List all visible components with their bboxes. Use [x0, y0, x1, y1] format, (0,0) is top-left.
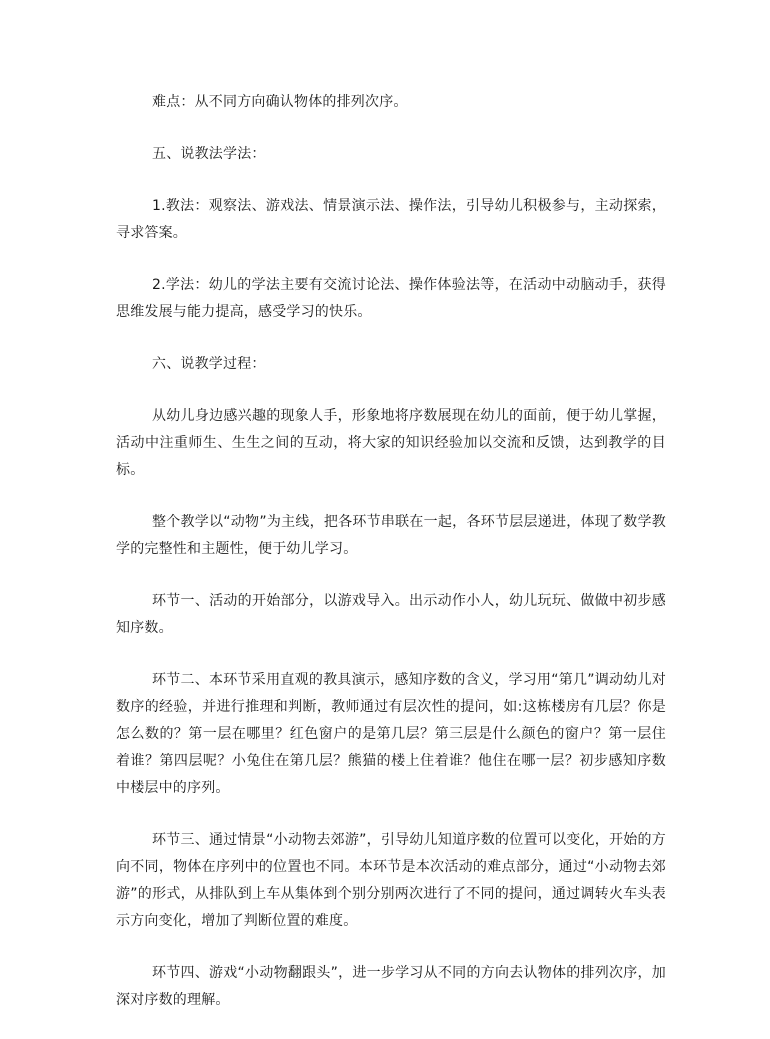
step-two-paragraph: 环节二、本环节采用直观的教具演示，感知序数的含义，学习用“第几”调动幼儿对数序的经验，并进行推理和判断，教师通过有层次性的提问，如:这栋楼房有几层？你是怎么数的？第一层在哪里？红色窗户的是第几层？第三层是什么颜色的窗户？第一层住着谁？第四层呢？小兔住在第几层？熊猫的楼上住着谁？他住在哪一层？初步感知序数中楼层中的序列。	[116, 672, 666, 796]
section-heading-teaching-methods: 五、说教法学法：	[152, 146, 266, 162]
step-three-paragraph: 环节三、通过情景“小动物去郊游”，引导幼儿知道序数的位置可以变化，开始的方向不同，物体在序列中的位置也不同。本环节是本次活动的难点部分，通过“小动物去郊游”的形式，从排队到上车从集体到个别分别两次进行了不同的提问，通过调转火车头表示方向变化，增加了判断位置的难度。	[116, 832, 666, 929]
difficulty-paragraph: 难点：从不同方向确认物体的排列次序。	[152, 94, 408, 110]
process-intro-paragraph: 从幼儿身边感兴趣的现象人手，形象地将序数展现在幼儿的面前，便于幼儿掌握，活动中注重师生、生生之间的互动，将大家的知识经验加以交流和反馈，达到教学的目标。	[116, 408, 666, 478]
theme-paragraph: 整个教学以“动物”为主线，把各环节串联在一起，各环节层层递进，体现了数学教学的完整性和主题性，便于幼儿学习。	[116, 514, 666, 557]
document-body	[116, 89, 666, 1039]
teaching-method-paragraph: 1.教法：观察法、游戏法、情景演示法、操作法，引导幼儿积极参与，主动探索，寻求答案。	[116, 198, 666, 241]
step-one-paragraph: 环节一、活动的开始部分，以游戏导入。出示动作小人，幼儿玩玩、做做中初步感知序数。	[116, 593, 666, 636]
section-heading-teaching-process: 六、说教学过程：	[152, 356, 266, 372]
learning-method-paragraph: 2.学法：幼儿的学法主要有交流讨论法、操作体验法等，在活动中动脑动手，获得思维发展与能力提高，感受学习的快乐。	[116, 277, 666, 320]
step-four-paragraph: 环节四、游戏“小动物翻跟头”，进一步学习从不同的方向去认物体的排列次序，加深对序数的理解。	[116, 965, 666, 1008]
